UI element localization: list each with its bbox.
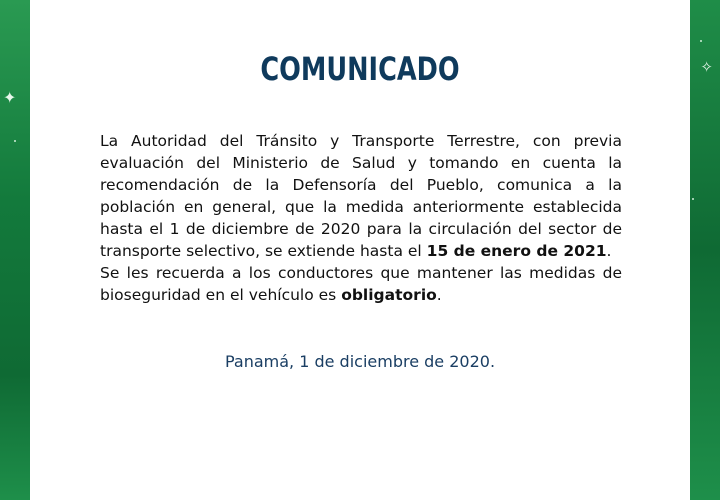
sparkle-dot <box>14 140 16 142</box>
sparkle-icon: ✦ <box>3 88 17 107</box>
sparkle-dot <box>692 198 694 200</box>
notice-paragraph-1 <box>100 130 622 262</box>
paragraph-end: . <box>436 286 442 304</box>
sparkle-icon: ✧ <box>700 58 713 76</box>
paragraph-text: Se les recuerda a los conductores que mantener las medidas de bioseguridad en el vehículo es <box>100 264 622 304</box>
paragraph-end: . <box>606 242 612 260</box>
notice-signature: Panamá, 1 de diciembre de 2020. <box>224 352 496 371</box>
notice-title: COMUNICADO <box>260 50 460 88</box>
notice-body <box>100 130 622 306</box>
paragraph-text: La Autoridad del Tránsito y Transporte Terrestre, con previa evaluación del Ministerio de Salud y tomando en cuenta la recomendación de la Defensoría del Pueblo, comunica a la población en general, que la medida anteriormente establecida hasta el 1 de diciembre de 2020 para la circulación del sector de transporte selectivo, se extiende hasta el <box>100 132 622 260</box>
mandatory-word: obligatorio <box>341 286 437 304</box>
right-border <box>690 0 720 500</box>
left-border <box>0 0 30 500</box>
notice-paragraph-2 <box>100 262 622 306</box>
notice-page <box>30 0 690 500</box>
extension-date: 15 de enero de 2021 <box>426 242 607 260</box>
sparkle-dot <box>700 40 702 42</box>
